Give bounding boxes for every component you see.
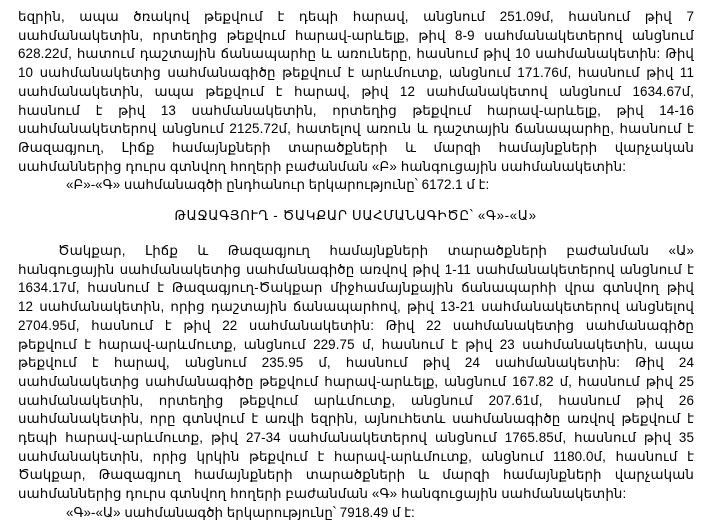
text-line: սահմաններից դուրս գտնվող հողերի բաժանման «Գ» հանգուցային սահմանակետին:	[18, 486, 627, 502]
paragraph-boundary-g-a	[18, 242, 694, 504]
text-line: հանգուցային սահմանակետից սահմանագիծը առվով թիվ 1-11 սահմանակետերով անցնում է	[18, 261, 694, 277]
text-line: սահմաններից դուրս գտնվող հողերի բաժանման «Բ» հանգուցային սահմանակետին:	[18, 158, 627, 174]
text-line: դեպի հարավ-արևմուտք, թիվ 27-34 սահմանակետերով անցնում 1765.85մ, հասնում թիվ 35	[18, 430, 694, 446]
text-line: 1634.17մ, հասնում է Թազագյուղ-Ծակքար միջհամայնքային ճանապարհի վրա գտնվող թիվ	[18, 280, 694, 296]
summary-length-g-a: «Գ»-«Ա» սահմանագծի երկարությունը՝ 7918.49 մ է:	[66, 505, 415, 520]
text-line: 628.22մ, հատում դաշտային ճանապարհը և առուները, հասնում թիվ 10 սահմանակետին: Թիվ	[18, 46, 694, 62]
summary-length-b-g: «Բ»-«Գ» սահմանագծի ընդհանուր երկարությունը՝ 6172.1 մ է:	[66, 177, 490, 192]
text-line: 12 սահմանակետին, որից դաշտային ճանապարհով, թիվ 13-21 սահմանակետերով անցնելով	[18, 299, 694, 315]
text-line: սահմանակետին, որից կրկին թեքվում է հարավ-արևմուտք, անցնում 1180.0մ, հասնում է	[18, 448, 694, 464]
text-line: սահմանակետին, ապա թեքվում է հարավ, թիվ 12 սահմանակետով անցնում 1634.67մ,	[18, 83, 694, 99]
paragraph-boundary-b-g	[18, 8, 694, 176]
text-line: սահմանակետին, որտեղից թեքվում արևմուտք, անցնում 207.61մ, հասնում թիվ 26	[18, 392, 694, 408]
text-line: սահմանակետին, որտեղից թեքվում հարավ-արևելք, թիվ 8-9 սահմանակետերով անցնում	[18, 27, 694, 43]
section-heading: ԹԱՋԱԳՅՈՒՂ - ԾԱԿՔԱՐ ՍԱՀՄԱՆԱԳԻԾԸ՝ «Գ»-«Ա»	[174, 208, 537, 223]
text-line: սահմանակետից սահմանագիծը թեքվում հարավ-արևելք, անցնում 167.82 մ, հասնում թիվ 25	[18, 373, 694, 389]
text-line: Թազագյուղ, Լիճք համայնքների տարածքների և մարզի համայնքների վարչական	[18, 139, 694, 155]
text-line: սահմանակետին, որը գտնվում է առվի եզրին, այնուհետև սահմանագիծը առվով թեքվում է	[18, 411, 694, 427]
text-line: 10 սահմանակետից սահմանագիծը թեքվում է արևմուտք, անցնում 171.76մ, հասնում թիվ 11	[18, 65, 694, 81]
text-line: 2704.95մ, հասնում է թիվ 22 սահմանակետին: Թիվ 22 սահմանակետից սահմանագիծը	[18, 317, 694, 333]
text-line: Ծակքար, Լիճք և Թազագյուղ համայնքների տարածքների բաժանման «Ա»	[58, 243, 694, 258]
text-line: եզրին, ապա ծռակով թեքվում է դեպի հարավ, անցնում 251.09մ, հասնում թիվ 7	[18, 9, 694, 24]
text-line: Ծակքար, Թազագյուղ համայնքների տարածքների և մարզի համայնքների վարչական	[18, 467, 694, 483]
text-line: թեքվում է հարավ-արևմուտք, անցնում 229.75 մ, հասնում է թիվ 23 սահմանակետին, ապա	[18, 336, 694, 352]
text-line: թեքվում է հարավ, անցնում 235.95 մ, հասնում թիվ 24 սահմանակետին: Թիվ 24	[18, 355, 694, 371]
text-line: հասնում է թիվ 13 սահմանակետին, որտեղից թեքվում հարավ-արևելք, թիվ 14-16	[18, 102, 694, 118]
text-line: սահմանակետերով անցնում 2125.72մ, հատելով առուն և դաշտային ճանապարհը, հասնում է	[18, 121, 694, 137]
